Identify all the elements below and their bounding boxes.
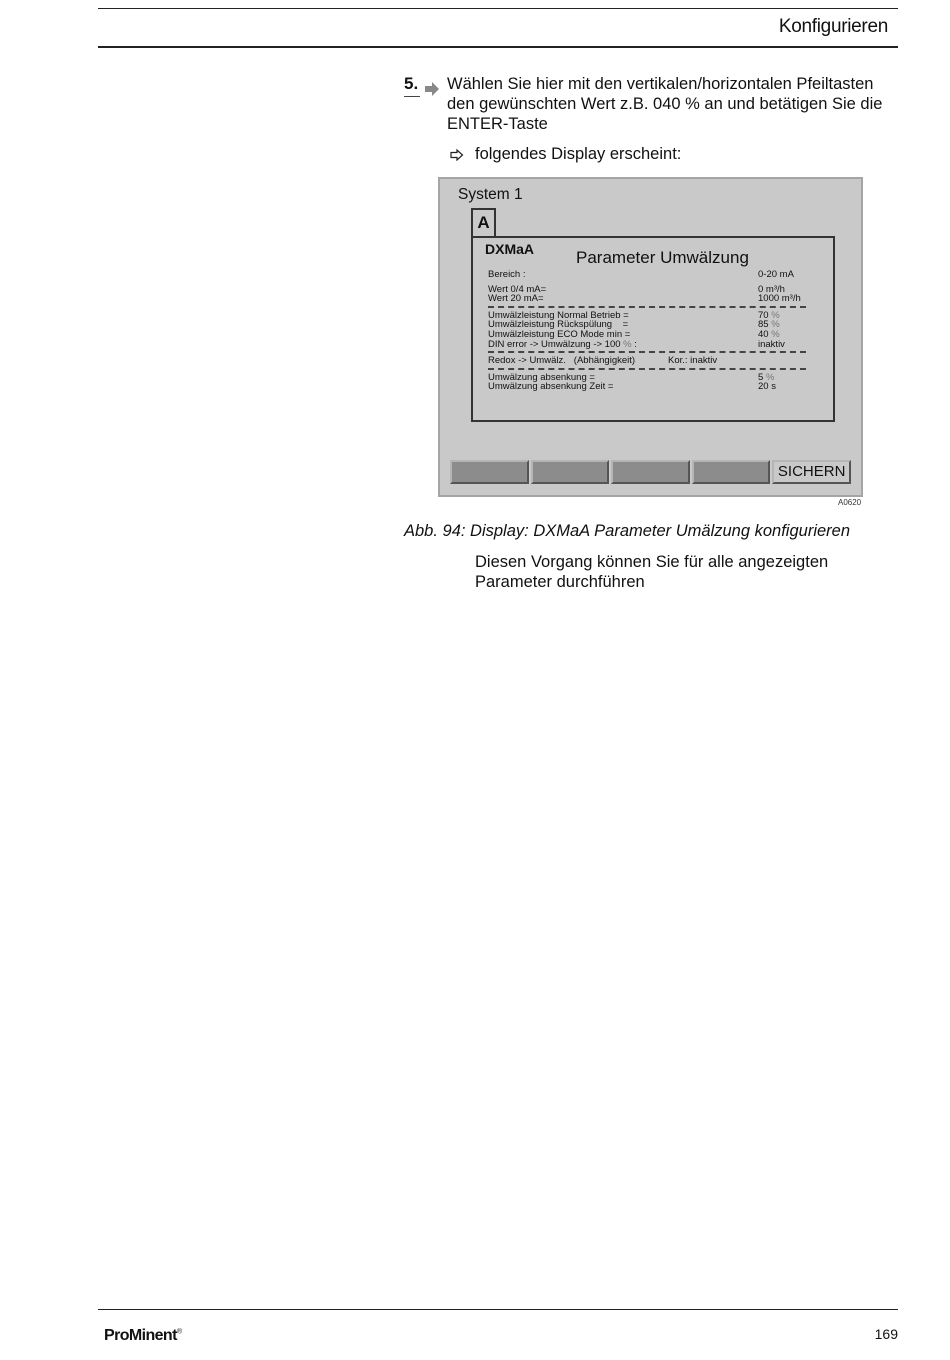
device-brand: DXMaA — [485, 241, 535, 257]
param-label: Redox -> Umwälz. (Abhängigkeit) — [488, 355, 636, 367]
param-value: 20 s — [758, 381, 776, 393]
param-row-redox[interactable] — [488, 356, 808, 366]
figure-caption: Abb. 94: Display: DXMaA Parameter Umälzung konfigurieren — [404, 522, 851, 540]
section-title: Konfigurieren — [778, 16, 888, 37]
param-value: 40 % — [758, 328, 780, 340]
param-row-absenkung-zeit[interactable] — [488, 382, 808, 392]
softkey-3[interactable] — [611, 460, 690, 484]
body-paragraph: Diesen Vorgang können Sie für alle angezeigten Parameter durchführen — [475, 553, 829, 591]
system-label: System 1 — [458, 186, 523, 203]
figure-code: A0620 — [838, 498, 862, 507]
param-label: Wert 0/4 mA= — [488, 283, 547, 295]
param-label: Umwälzleistung Normal Betrieb = — [488, 309, 629, 321]
step-result — [447, 145, 681, 164]
param-label: DIN error -> Umwälzung -> 100 % : — [488, 338, 637, 350]
step-arrow-icon — [425, 82, 439, 96]
panel-title: Parameter Umwälzung — [576, 248, 749, 267]
param-value: 5 % — [758, 371, 775, 383]
param-label: Bereich : — [488, 269, 526, 280]
param-label: Umwälzung absenkung Zeit = — [488, 381, 614, 393]
param-value: 0-20 mA — [758, 269, 794, 280]
footer-rule — [98, 1309, 898, 1310]
param-value: 85 % — [758, 319, 780, 331]
param-value: Kor.: inaktiv — [668, 355, 718, 367]
step-number: 5. — [404, 74, 419, 93]
header-rule-bottom — [98, 46, 898, 48]
result-arrow-icon — [447, 149, 467, 161]
param-row-bereich[interactable] — [488, 270, 808, 280]
channel-tab[interactable]: A — [471, 208, 496, 236]
brand-logo: ProMinent® — [104, 1327, 182, 1344]
device-display — [438, 177, 863, 497]
step-instruction: Wählen Sie hier mit den vertikalen/horizontalen Pfeiltasten den gewünschten Wert z.B. 040 % an und betätigen Sie die ENTER-Taste — [447, 75, 883, 133]
parameter-list — [488, 270, 808, 392]
param-row-din-error[interactable] — [488, 340, 808, 350]
softkey-2[interactable] — [531, 460, 610, 484]
param-label: Umwälzung absenkung = — [488, 371, 595, 383]
header-rule-top — [98, 8, 898, 9]
param-value: 0 m³/h — [758, 283, 785, 295]
divider — [488, 306, 806, 308]
page-number: 169 — [874, 1326, 898, 1342]
divider — [488, 351, 806, 353]
result-text: folgendes Display erscheint: — [475, 145, 682, 163]
softkey-1[interactable] — [450, 460, 529, 484]
param-label: Umwälzleistung ECO Mode min = — [488, 328, 631, 340]
softkey-4[interactable] — [692, 460, 771, 484]
param-value: inaktiv — [758, 338, 785, 350]
param-label: Umwälzleistung Rückspülung = — [488, 319, 629, 331]
save-softkey[interactable]: SICHERN — [772, 460, 851, 484]
param-value: 1000 m³/h — [758, 293, 801, 305]
param-value: 70 % — [758, 309, 780, 321]
divider — [488, 368, 806, 370]
param-label: Wert 20 mA= — [488, 293, 544, 305]
parameter-panel — [471, 236, 835, 422]
softkey-bar — [450, 460, 851, 484]
param-row-wert20[interactable] — [488, 294, 808, 304]
